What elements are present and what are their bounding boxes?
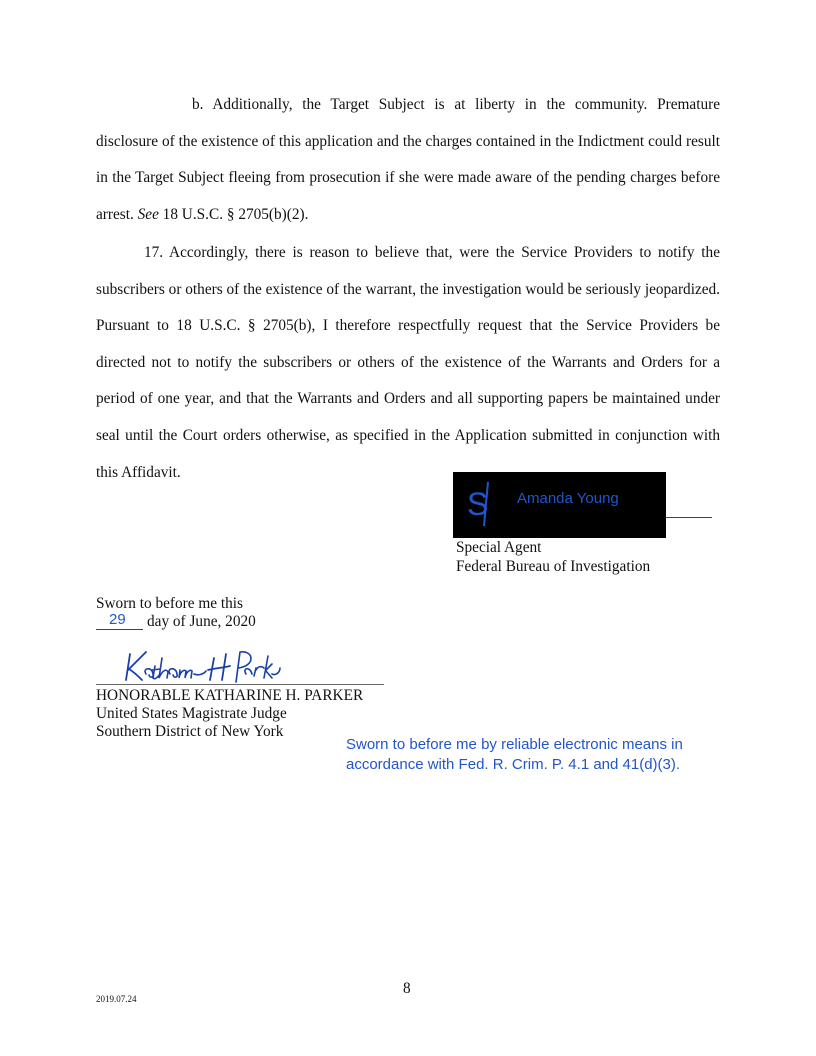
- judge-signature: [122, 644, 282, 686]
- judge-district: Southern District of New York: [96, 723, 284, 740]
- sworn-line-2: day of June, 2020: [147, 613, 256, 630]
- paragraph-b: [96, 87, 720, 233]
- signature-s-mark: S: [467, 486, 489, 522]
- paragraph-b-citation: 18 U.S.C. § 2705(b)(2).: [158, 205, 309, 223]
- page-number: 8: [403, 980, 411, 997]
- judge-name: HONORABLE KATHARINE H. PARKER: [96, 687, 364, 704]
- judge-title: United States Magistrate Judge: [96, 705, 287, 722]
- paragraph-17: 17. Accordingly, there is reason to believe that, were the Service Providers to notify the subscribers or others of the existence of the warrant, the investigation would be seriously jeopardized. Pursuant to 18 U.S.C. § 2705(b), I therefore respectfully request that the Service Providers be directed not to notify the subscribers or others of the existence of the Warrants and Orders for a period of one year, and that the Warrants and Orders and all supporting papers be maintained under seal until the Court orders otherwise, as specified in the Application submitted in conjunction with this Affidavit.: [96, 244, 720, 481]
- judge-signature-line: [96, 684, 384, 685]
- electronic-note-line-1: Sworn to before me by reliable electronic means in: [346, 736, 683, 753]
- agent-agency: Federal Bureau of Investigation: [456, 558, 651, 575]
- footer-code: 2019.07.24: [96, 994, 137, 1004]
- sworn-day-line: [96, 629, 143, 630]
- see-signal: See: [137, 205, 159, 223]
- sworn-day: 29: [109, 611, 126, 628]
- agent-signature-line: [666, 517, 712, 518]
- redaction-box: [453, 472, 666, 538]
- electronic-note-line-2: accordance with Fed. R. Crim. P. 4.1 and 41(d)(3).: [346, 756, 681, 773]
- sworn-line-1: Sworn to before me this: [96, 595, 243, 612]
- agent-title: Special Agent: [456, 539, 542, 556]
- paragraph-b-text: b. Additionally, the Target Subject is at liberty in the community. Premature disclosure of the existence of this application and the charges contained in the Indictment could result in the Target Subject fleeing from prosecution if she were made aware of the pending charges before arrest.: [96, 96, 720, 223]
- agent-signature-name: Amanda Young: [517, 490, 619, 507]
